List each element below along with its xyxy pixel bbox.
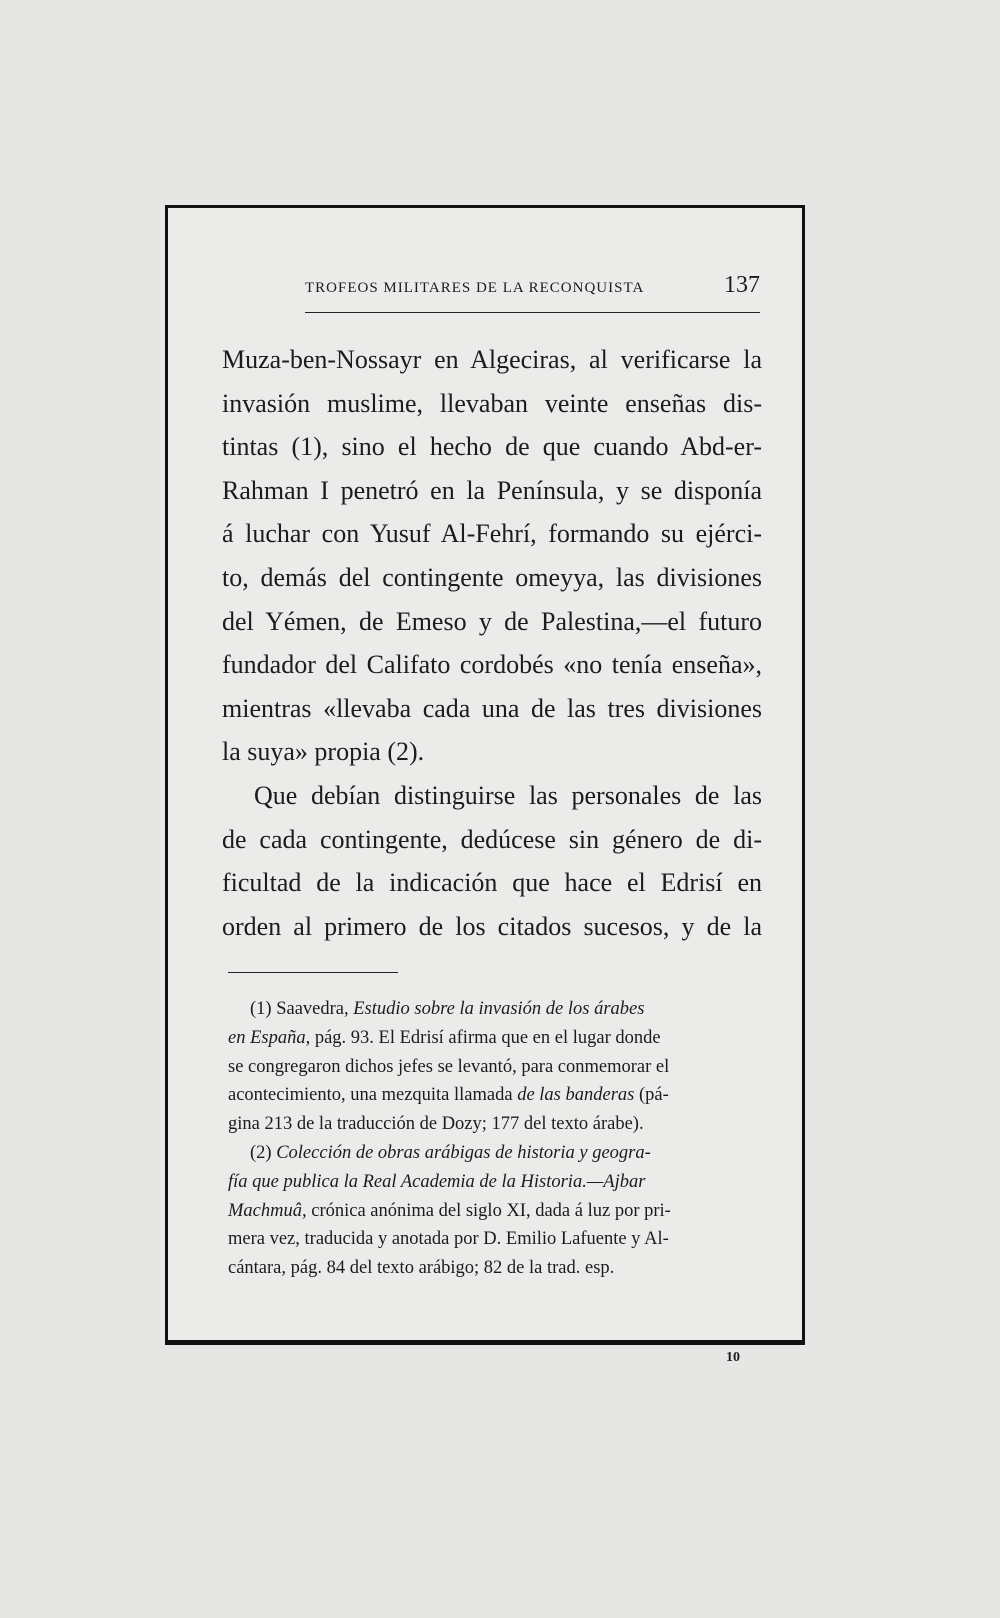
text-line: de cada contingente, dedúcese sin género de di- (222, 824, 762, 854)
text-line: to, demás del contingente omeyya, las divisiones (222, 562, 762, 592)
footnote-2-line: cántara, pág. 84 del texto arábigo; 82 de la trad. esp. (228, 1258, 615, 1279)
footnote-text: pág. 93. El Edrisí afirma que en el lugar donde (314, 1027, 661, 1048)
footnote-1-line (228, 1024, 763, 1053)
footnote-text: crónica anónima del siglo XI, dada á luz por pri- (311, 1200, 671, 1221)
footnote-italic-title: fía que publica la Real Academia de la Historia.—Ajbar (228, 1171, 646, 1192)
footnote-separator (228, 972, 398, 973)
running-title: TROFEOS MILITARES DE LA RECONQUISTA (305, 280, 645, 296)
footnote-1-line (228, 1081, 763, 1110)
footnote-italic-title: Colección de obras arábigas de historia y geogra- (276, 1142, 651, 1163)
footnote-text: acontecimiento, una mezquita llamada (228, 1085, 513, 1106)
footnote-italic-title: de las banderas (517, 1085, 635, 1106)
text-line: tintas (1), sino el hecho de que cuando Abd-er- (222, 432, 762, 462)
text-line: Que debían distinguirse las personales de las (254, 780, 762, 810)
footnote-2-line: mera vez, traducida y anotada por D. Emilio Lafuente y Al- (228, 1229, 669, 1250)
footnote-2-line (228, 1168, 763, 1197)
footnote-1-line (228, 995, 763, 1024)
footnote-text: (1) Saavedra, (250, 999, 349, 1019)
footnote-italic-title: Estudio sobre la invasión de los árabes (353, 999, 645, 1019)
footnote-text: (pá- (639, 1085, 669, 1106)
signature-mark: 10 (726, 1350, 740, 1365)
running-header (305, 272, 760, 313)
text-line: la suya» propia (2). (222, 737, 425, 767)
text-line: fundador del Califato cordobés «no tenía enseña», (222, 650, 762, 680)
footnotes (228, 995, 763, 1283)
footnote-2-line (228, 1139, 763, 1168)
footnote-1-line: gina 213 de la traducción de Dozy; 177 del texto árabe). (228, 1114, 644, 1135)
text-line: orden al primero de los citados sucesos, y de la (222, 911, 762, 941)
text-line: mientras «llevaba cada una de las tres divisiones (222, 693, 762, 723)
body-text (222, 338, 762, 948)
text-line: Rahman I penetró en la Península, y se disponía (222, 475, 762, 505)
footnote-1-line: se congregaron dichos jefes se levantó, para conmemorar el (228, 1056, 670, 1077)
text-line: Muza-ben-Nossayr en Algeciras, al verificarse la (222, 345, 762, 374)
text-line: á luchar con Yusuf Al-Fehrí, formando su ejérci- (222, 519, 762, 549)
text-line: invasión muslime, llevaban veinte enseñas dis- (222, 388, 762, 418)
footnote-text: (2) (250, 1142, 272, 1163)
footnote-2-line (228, 1197, 763, 1226)
page-number: 137 (724, 272, 760, 298)
text-line: del Yémen, de Emeso y de Palestina,—el futuro (222, 606, 762, 636)
footnote-italic-title: en España, (228, 1027, 311, 1048)
footnote-italic-title: Machmuâ, (228, 1200, 307, 1221)
text-line: ficultad de la indicación que hace el Edrisí en (222, 868, 762, 898)
